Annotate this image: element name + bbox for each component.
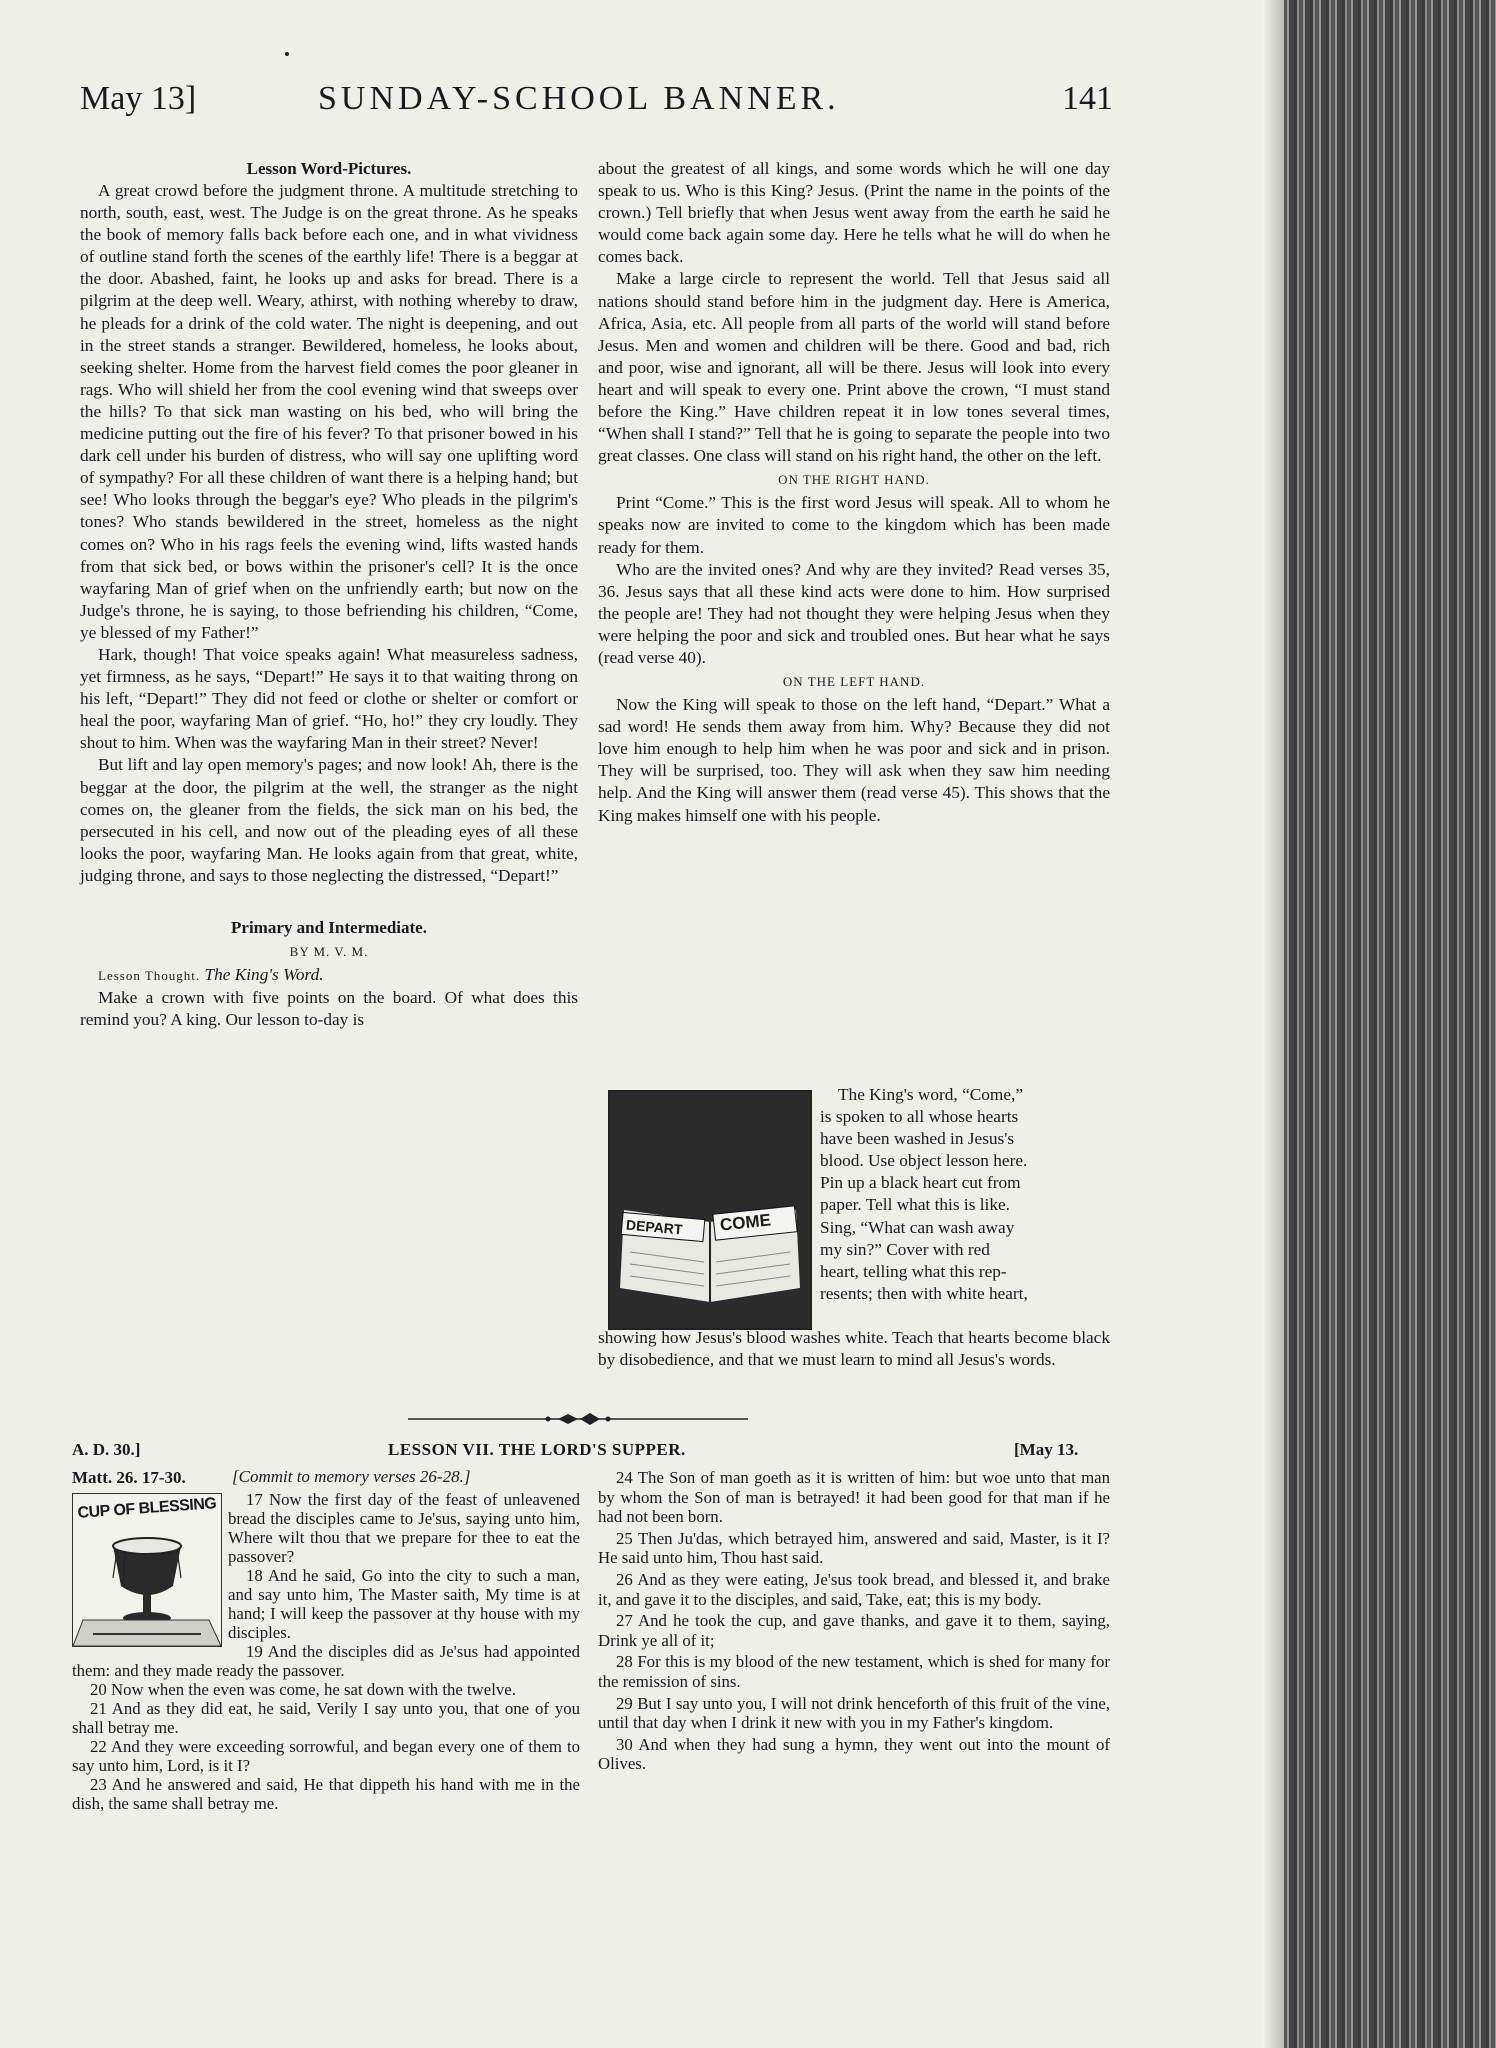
- wrap-line-6: paper. Tell what this is like.: [820, 1195, 1010, 1215]
- verse-21: 21 And as they did eat, he said, Verily I say unto you, that one of you shall betray me.: [72, 1699, 580, 1737]
- lesson-thought: [80, 964, 578, 987]
- wrap-tail: [598, 1327, 1110, 1371]
- subheading-left-hand: ON THE LEFT HAND.: [782, 674, 926, 690]
- wrap-line-4: blood. Use object lesson here.: [820, 1151, 1028, 1171]
- wrap-line-7: Sing, “What can wash away: [820, 1217, 1015, 1237]
- wrap-text: [820, 1084, 1110, 1305]
- wrap-line-9: heart, telling what this rep-: [820, 1261, 1007, 1281]
- right-para-2: Make a large circle to represent the world. Tell that Jesus said all nations should stand before him in the judgment day. Here is America, Africa, Asia, etc. All people from all parts of the world will stand before Jesus. Men and women and children will be there. Good and bad, rich and poor, wise and ignorant, all will be there. Jesus will look into every heart and will speak to every one. Print above the crown, “I must stand before the King.” Have children repeat it in low tones several times, “When shall I stand?” Tell that he is going to separate the people into two great classes. One class will stand on his right hand, the other on the left.: [598, 269, 1110, 466]
- verse-27: 27 And he took the cup, and gave thanks, and gave it to them, saying, Drink ye all of it;: [598, 1611, 1110, 1650]
- verse-29: 29 But I say unto you, I will not drink henceforth of this fruit of the vine, until that day when I drink it new with you in my Father's kingdom.: [598, 1693, 1110, 1733]
- verse-20: 20 Now when the even was come, he sat down with the twelve.: [90, 1680, 516, 1699]
- cup-of-blessing-label: CUP OF BLESSING: [77, 1495, 217, 1522]
- wrap-line-5: Pin up a black heart cut from: [820, 1173, 1021, 1193]
- lesson-year: A. D. 30.]: [72, 1440, 141, 1459]
- memory-verses: [Commit to memory verses 26-28.]: [232, 1467, 471, 1486]
- right-hand-para-1: Print “Come.” This is the first word Jesus will speak. All to whom he speaks now are invited to come to the kingdom which has been made ready for them.: [598, 493, 1110, 557]
- right-para-1: about the greatest of all kings, and some words which he will one day speak to us. Who is this King? Jesus. (Print the name in the points of the crown.) Tell briefly that when Jesus went away from the earth he said he would come back again some day. Here he tells what he will do when he comes back.: [598, 159, 1110, 267]
- left-hand-para: Now the King will speak to those on the left hand, “Depart.” What a sad word! He sends them away from him. Why? Because they did not love him enough to help him when he was poor and sick and in prison. They will be surprised, too. They will ask when they saw him needing help. And the King will answer them (read verse 45). This shows that the King makes himself one with his people.: [598, 695, 1110, 825]
- wrap-tail-text: showing how Jesus's blood washes white. Teach that hearts become black by disobedience, and that we must learn to mind all Jesus's words.: [598, 1328, 1110, 1370]
- verse-23: 23 And he answered and said, He that dippeth his hand with me in the dish, the same shall betray me.: [72, 1775, 580, 1813]
- header-date: May 13]: [80, 80, 197, 117]
- right-hand-para-2: Who are the invited ones? And why are they invited? Read verses 35, 36. Jesus says that all these kind acts were done to him. How surprised the people are! They had not thought they were helping Jesus when they were helping the poor and sick and troubled ones. But hear what he says (read verse 40).: [598, 559, 1110, 667]
- lesson-thought-text: The King's Word.: [204, 965, 324, 984]
- wrap-line-2: is spoken to all whose hearts: [820, 1107, 1019, 1127]
- verse-18: 18 And he said, Go into the city to such a man, and say unto him, The Master saith, My time is at hand; I will keep the passover at thy house with my disciples.: [228, 1566, 580, 1642]
- book-depart-label: DEPART: [625, 1216, 684, 1238]
- primary-byline: BY M. V. M.: [289, 944, 369, 959]
- verses-left: [72, 1490, 580, 1813]
- verse-17: 17 Now the first day of the feast of unleavened bread the disciples came to Je'sus, saying unto him, Where wilt thou that we prepare for thee to eat the passover?: [228, 1490, 580, 1566]
- page-gutter: [1262, 0, 1284, 2048]
- verse-30: 30 And when they had sung a hymn, they went out into the mount of Olives.: [598, 1734, 1110, 1774]
- right-column: [598, 158, 1110, 827]
- lesson-title: LESSON VII. THE LORD'S SUPPER.: [388, 1440, 686, 1459]
- verses-right: [598, 1468, 1110, 1774]
- lesson-thought-label: Lesson Thought.: [98, 968, 201, 983]
- wrap-line-8: my sin?” Cover with red: [820, 1239, 990, 1259]
- word-pictures-para-1: A great crowd before the judgment throne. A multitude stretching to north, south, east, west. The Judge is on the great throne. As he speaks the book of memory falls back before each one, and in what vividness of outline stand forth the scenes of the earthly life! There is a beggar at the door. Abashed, faint, he looks up and asks for bread. There is a pilgrim at the deep well. Weary, athirst, with nothing whereby to draw, he pleads for a drink of the cold water. The night is deepening, and out in the street stands a stranger. Bewildered, homeless, he looks about, seeking shelter. Home from the harvest field comes the poor gleaner in rags. Who will shield her from the cool evening wind that sweeps over the hills? To that sick man wasting on his bed, who will bring the medicine putting out the fire of his fever? To that prisoner bowed in his dark cell under his burden of distress, who will say one uplifting word of sympathy? For all these children of want there is a helping hand; but see! Who looks through the beggar's eye? Who pleads in the pilgrim's tones? Who stands bewildered in the street, homeless as the night comes on? Who in his rags feels the evening wind, lifts wasted hands from that sick bed, or bows within the prisoner's cell? It is the once wayfaring Man of grief when on the unfriendly earth; but now on the Judge's throne, he is saying, to those befriending his children, “Come, ye blessed of my Father!”: [80, 181, 578, 642]
- word-pictures-para-2: Hark, though! That voice speaks again! What measureless sadness, yet firmness, as he says, “Depart!” He says it to that waiting throng on his left, “Depart!” They did not feed or clothe or shelter or comfort or heal the poor, wayfaring Man of grief. “Ho, ho!” they cry loudly. They shout to him. When was the wayfaring Man in their street? Never!: [80, 644, 578, 753]
- primary-heading: Primary and Intermediate.: [231, 918, 427, 937]
- scripture-reference: Matt. 26. 17-30.: [72, 1468, 186, 1487]
- book-come-label: COME: [719, 1210, 772, 1235]
- page-number: 141: [1062, 80, 1113, 117]
- primary-para-1: Make a crown with five points on the board. Of what does this remind you? A king. Our lesson to-day is: [80, 988, 578, 1030]
- word-pictures-para-3: But lift and lay open memory's pages; and now look! Ah, there is the beggar at the door, the pilgrim at the well, the stranger as the night comes on, the gleaner from the fields, the sick man on his bed, the persecuted in his cell, and now out of the pleading eyes of all these looks the poor, wayfaring Man. He looks again from that great, white, judging throne, and says to those neglecting the distressed, “Depart!”: [80, 755, 578, 885]
- wrap-line-3: have been washed in Jesus's: [820, 1129, 1015, 1149]
- verse-22: 22 And they were exceeding sorrowful, and began every one of them to say unto him, Lord, is it I?: [72, 1737, 580, 1775]
- word-pictures-heading: Lesson Word-Pictures.: [246, 159, 412, 178]
- left-column: [80, 158, 578, 1031]
- ornament-divider: [408, 1412, 748, 1426]
- book-edge: [1262, 0, 1496, 2048]
- wrap-line-10: resents; then with white heart,: [820, 1283, 1028, 1303]
- open-book-illustration: [608, 1090, 812, 1330]
- verse-26: 26 And as they were eating, Je'sus took bread, and blessed it, and brake it, and gave it to the disciples, and said, Take, eat; this is my body.: [598, 1569, 1110, 1609]
- verse-24: 24 The Son of man goeth as it is written of him: but woe unto that man by whom the Son of man is betrayed! it had been good for that man if he had not been born.: [598, 1468, 1110, 1527]
- verse-19: 19 And the disciples did as Je'sus had appointed them: and they made ready the passover.: [72, 1642, 580, 1680]
- verse-25: 25 Then Ju'das, which betrayed him, answered and said, Master, is it I? He said unto him, Thou hast said.: [598, 1528, 1110, 1568]
- open-book-icon: [610, 1092, 810, 1328]
- lesson-date: [May 13.: [1014, 1440, 1079, 1459]
- wrap-line-1: The King's word, “Come,”: [838, 1085, 1024, 1104]
- verse-28: 28 For this is my blood of the new testament, which is shed for many for the remission of sins.: [598, 1652, 1110, 1691]
- subheading-right-hand: ON THE RIGHT HAND.: [778, 472, 930, 488]
- ink-speck: [285, 52, 289, 56]
- header-title: SUNDAY-SCHOOL BANNER.: [318, 80, 840, 117]
